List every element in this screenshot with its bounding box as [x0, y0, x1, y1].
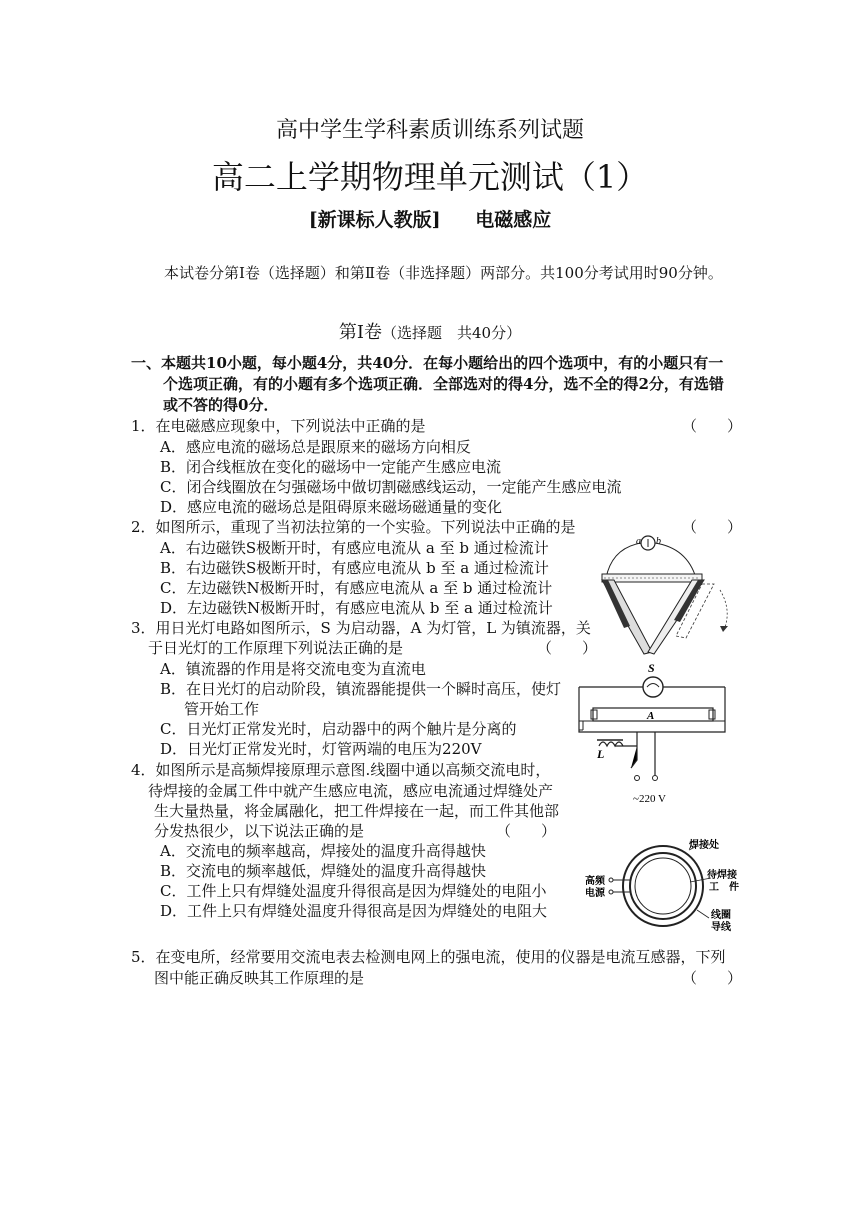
- q3-label-voltage: ~220 V: [633, 793, 666, 805]
- q2-option-d: D．左边磁铁N极断开时，有感应电流从 b 至 a 通过检流计: [160, 599, 553, 617]
- section-heading: [0, 318, 860, 344]
- q3-label-a: A: [647, 710, 655, 722]
- q4-welding-figure: [585, 838, 760, 933]
- q5-answer-blank: （ ）: [682, 969, 743, 987]
- q4-label-hf-1: 高频: [585, 876, 605, 887]
- q3-option-d: D．日光灯正常发光时，灯管两端的电压为220V: [160, 740, 482, 758]
- q4-option-c: C．工件上只有焊缝处温度升得很高是因为焊缝处的电阻小: [160, 882, 547, 900]
- q3-lamp-circuit-figure: [575, 660, 735, 810]
- q3-label-s: S: [648, 661, 655, 675]
- q4-option-a: A．交流电的频率越高，焊接处的温度升高得越快: [160, 842, 486, 860]
- q4-answer-blank: （ ）: [496, 822, 557, 840]
- q2-faraday-figure: [592, 530, 742, 665]
- q3-option-b-cont: 管开始工作: [184, 700, 260, 718]
- q2-option-b: B．右边磁铁S极断开时，有感应电流从 b 至 a 通过检流计: [160, 559, 549, 577]
- q4-stem-line-4: 分发热很少，以下说法正确的是: [154, 822, 365, 840]
- q3-answer-blank: （ ）: [537, 639, 598, 657]
- q1-answer-blank: （ ）: [682, 417, 743, 435]
- q3-option-b: B．在日光灯的启动阶段，镇流器能提供一个瞬时高压，使灯: [160, 680, 562, 698]
- q1-option-b: B．闭合线框放在变化的磁场中一定能产生感应电流: [160, 458, 502, 476]
- q4-stem-line-1: 4．如图所示是高频焊接原理示意图.线圈中通以高频交流电时，: [131, 761, 551, 779]
- q4-label-hf-2: 电源: [585, 888, 605, 899]
- q4-option-d: D．工件上只有焊缝处温度升得很高是因为焊缝处的电阻大: [160, 902, 548, 920]
- q2-answer-blank: （ ）: [682, 518, 743, 536]
- instructions-line-3: 或不答的得0分．: [163, 396, 279, 414]
- q4-label-coil-1: 线圈: [711, 910, 731, 921]
- q4-label-weld-point: 焊接处: [689, 840, 719, 851]
- q4-option-b: B．交流电的频率越低，焊缝处的温度升高得越快: [160, 862, 487, 880]
- q1-option-c: C．闭合线圈放在匀强磁场中做切割磁感线运动，一定能产生感应电流: [160, 478, 622, 496]
- q2-option-a: A．右边磁铁S极断开时，有感应电流从 a 至 b 通过检流计: [160, 539, 549, 557]
- q3-label-l: L: [597, 747, 605, 761]
- q4-label-workpiece-2: 工 件: [709, 882, 739, 893]
- q4-stem-line-2: 待焊接的金属工件中就产生感应电流，感应电流通过焊缝处产: [148, 782, 554, 800]
- edition-label: [新课标人教版]: [308, 209, 441, 231]
- subtitle: [0, 205, 860, 232]
- q3-stem-line-2: 于日光灯的工作原理下列说法正确的是: [148, 639, 404, 657]
- q5-stem-line-1: 5．在变电所，经常要用交流电表去检测电网上的强电流，使用的仪器是电流互感器，下列: [131, 948, 726, 966]
- section-detail: （选择题 共40分）: [382, 324, 522, 342]
- instructions-line-1: 一、本题共10小题，每小题4分，共40分．在每小题给出的四个选项中，有的小题只有一: [131, 354, 724, 372]
- q1-option-d: D．感应电流的磁场总是阻碍原来磁场磁通量的变化: [160, 498, 503, 516]
- q1-stem: 1．在电磁感应现象中，下列说法中正确的是: [131, 417, 426, 435]
- q2-option-c: C．左边磁铁N极断开时，有感应电流从 a 至 b 通过检流计: [160, 579, 553, 597]
- q3-stem-line-1: 3．用日光灯电路如图所示，S 为启动器，A 为灯管，L 为镇流器，关: [131, 619, 591, 637]
- topic-label: 电磁感应: [475, 209, 552, 231]
- q5-stem-line-2: 图中能正确反映其工作原理的是: [154, 969, 365, 987]
- exam-title: 高二上学期物理单元测试（1）: [211, 158, 649, 196]
- intro-text: 本试卷分第Ⅰ卷（选择题）和第Ⅱ卷（非选择题）两部分。共100分考试用时90分钟。: [164, 264, 723, 282]
- q2-label-a: a: [636, 536, 641, 547]
- q4-label-coil-2: 导线: [711, 922, 731, 933]
- q4-stem-line-3: 生大量热量，将金属融化，把工件焊接在一起，而工件其他部: [154, 802, 560, 820]
- instructions-line-2: 个选项正确，有的小题有多个选项正确．全部选对的得4分，选不全的得2分，有选错: [163, 375, 724, 393]
- series-title: 高中学生学科素质训练系列试题: [275, 118, 584, 143]
- q4-label-workpiece-1: 待焊接: [707, 870, 737, 881]
- q2-label-b: b: [656, 536, 661, 547]
- section-name: 第Ⅰ卷: [338, 322, 383, 343]
- q3-option-a: A．镇流器的作用是将交流电变为直流电: [160, 660, 426, 678]
- q2-stem: 2．如图所示，重现了当初法拉第的一个实验。下列说法中正确的是: [131, 518, 576, 536]
- q3-option-c: C．日光灯正常发光时，启动器中的两个触片是分离的: [160, 720, 517, 738]
- q1-option-a: A．感应电流的磁场总是跟原来的磁场方向相反: [160, 438, 471, 456]
